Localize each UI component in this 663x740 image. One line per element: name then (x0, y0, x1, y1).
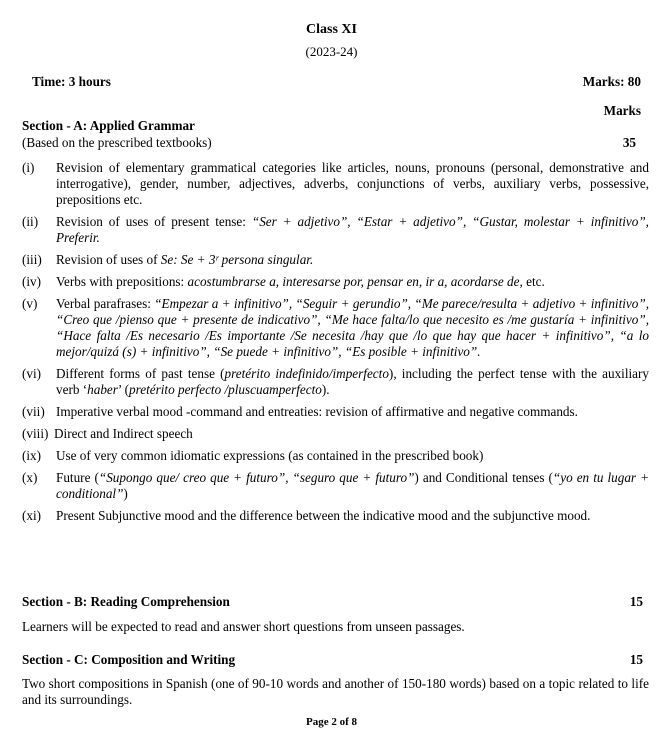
marks-column-heading: Marks (603, 103, 641, 118)
item-number: (v) (22, 296, 38, 311)
academic-year: (2023-24) (305, 44, 358, 59)
section-c-heading: Section - C: Composition and Writing (22, 652, 236, 667)
class-title: Class XI (306, 22, 357, 37)
item-text-italic: pretérito perfecto /pluscuamperfecto (129, 382, 322, 397)
item-number: (ix) (22, 448, 42, 463)
section-a-note: (Based on the prescribed textbooks) (22, 135, 212, 150)
item-number: (xi) (22, 508, 42, 523)
item-number: (viii) (22, 426, 49, 441)
list-item (22, 160, 649, 208)
item-text (56, 296, 649, 360)
item-number: (vi) (22, 366, 42, 381)
item-number: (x) (22, 470, 38, 485)
item-text-plain: Revision of uses of present tense: (56, 214, 252, 229)
item-text-italic: acostumbrarse a, interesarse por, pensar en, ir a, acordarse de, (187, 274, 523, 289)
list-item (22, 366, 649, 398)
list-item (22, 214, 649, 246)
item-text-italic: “yo en tu lugar + conditional” (56, 470, 649, 501)
total-marks: Marks: 80 (582, 74, 641, 89)
item-text-plain: ). (321, 382, 330, 397)
section-b-marks: 15 (629, 594, 643, 609)
section-c-marks: 15 (629, 652, 643, 667)
item-text (56, 366, 649, 398)
item-text: Direct and Indirect speech (54, 426, 193, 441)
list-item (22, 296, 649, 360)
item-text-plain: Revision of uses of (56, 252, 161, 267)
item-text-italic: pretérito indefinido/imperfecto (224, 366, 389, 381)
section-a-heading: Section - A: Applied Grammar (22, 118, 195, 133)
item-text-plain: Different forms of past tense ( (56, 366, 225, 381)
page-number: Page 2 of 8 (305, 716, 357, 728)
item-text-plain: Future ( (56, 470, 99, 485)
item-text (56, 470, 649, 502)
section-b-text: Learners will be expected to read and answer short questions from unseen passages. (22, 619, 465, 634)
item-number: (iv) (22, 274, 42, 289)
item-text-plain: Verbal parafrases: (56, 296, 155, 311)
item-number: (vii) (22, 404, 45, 419)
item-number: (iii) (22, 252, 42, 267)
section-c-text: Two short compositions in Spanish (one of 90-10 words and another of 150-180 words) based on a topic related to life and its surroundings. (22, 676, 649, 707)
item-text-italic: Se: Se + 3ʳ persona singular. (160, 252, 314, 267)
list-item (22, 448, 649, 464)
item-text-italic: “Ser + adjetivo”, “Estar + adjetivo”, “Gustar, molestar + infinitivo”, Preferir. (56, 214, 649, 245)
item-text-plain: etc. (522, 274, 545, 289)
list-item (22, 426, 649, 442)
item-text (56, 214, 649, 246)
item-text: Use of very common idiomatic expressions (as contained in the prescribed book) (56, 448, 484, 463)
item-number: (i) (22, 160, 35, 175)
item-text-plain: ) (123, 486, 128, 501)
list-item (22, 274, 649, 290)
item-text-plain: ), including the perfect tense with the auxiliary verb ‘ (56, 366, 649, 397)
item-text-italic: “Empezar a + infinitivo”, “Seguir + gerundio”, “Me parece/resulta + adjetivo + infinitivo”, “Creo que /pienso que + presente de indicativo”, “Me hace falta/lo que necesito es /me gustaría + infinitivo”, “Hace falta /Es necesario /Es importante /Se necesita /hay que /lo que hay que hacer + infinitivo”, “a lo mejor/quizá (s) + infinitivo”, “Se puede + infinitivo”, “Es posible + infinitivo”. (56, 296, 649, 359)
list-item (22, 404, 649, 420)
item-text: Present Subjunctive mood and the difference between the indicative mood and the subjunctive mood. (56, 508, 591, 523)
item-number: (ii) (22, 214, 39, 229)
item-text-plain: ’ ( (117, 382, 130, 397)
item-text: Revision of elementary grammatical categories like articles, nouns, pronouns (personal, demonstrative and interrogative), gender, number, adjectives, adverbs, conjunctions of verbs, auxiliary verbs, possessive, prepositions etc. (56, 160, 649, 207)
list-item (22, 508, 649, 524)
item-text-italic: “Supongo que/ creo que + futuro”, “seguro que + futuro” (98, 470, 415, 485)
item-text-italic: haber (87, 382, 118, 397)
time-label: Time: 3 hours (32, 74, 111, 89)
item-text (56, 252, 649, 268)
item-text-plain: Verbs with prepositions: (56, 274, 188, 289)
item-text-plain: ) and Conditional tenses ( (414, 470, 553, 485)
section-a-marks: 35 (622, 135, 636, 150)
section-b-heading: Section - B: Reading Comprehension (22, 594, 230, 609)
item-text (56, 274, 649, 290)
list-item (22, 252, 649, 268)
grammar-topics-list (22, 160, 649, 530)
list-item (22, 470, 649, 502)
item-text: Imperative verbal mood -command and entreaties: revision of affirmative and negative commands. (56, 404, 578, 419)
